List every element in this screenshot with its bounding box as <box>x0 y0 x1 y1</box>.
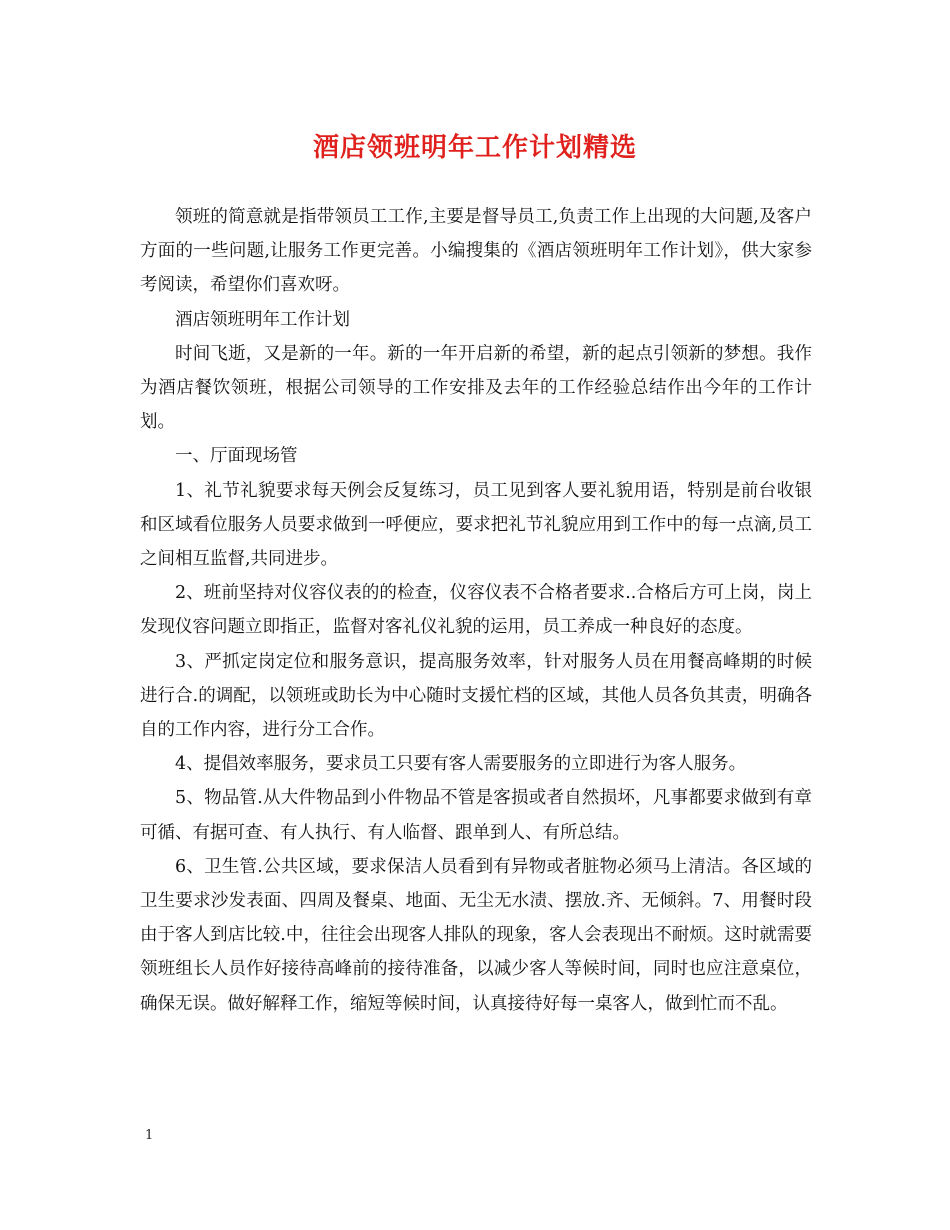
document-title: 酒店领班明年工作计划精选 <box>312 133 637 163</box>
paragraph-item-2: 2、班前坚持对仪容仪表的的检查，仪容仪表不合格者要求..合格后方可上岗，岗上发现仪容问题立即指正，监督对客礼仪礼貌的运用，员工养成一种良好的态度。 <box>140 583 812 638</box>
paragraph-item-1: 1、礼节礼貌要求每天例会反复练习，员工见到客人要礼貌用语，特别是前台收银和区域看位服务人员要求做到一呼便应，要求把礼节礼貌应用到工作中的每一点滴,员工之间相互监督,共同进步。 <box>140 480 812 570</box>
paragraph-opening: 时间飞逝，又是新的一年。新的一年开启新的希望，新的起点引领新的梦想。我作为酒店餐饮领班，根据公司领导的工作安排及去年的工作经验总结作出今年的工作计划。 <box>140 343 812 433</box>
paragraph-item-3: 3、严抓定岗定位和服务意识，提高服务效率，针对服务人员在用餐高峰期的时候进行合.的调配，以领班或助长为中心随时支援忙档的区域，其他人员各负其责，明确各自的工作内容，进行分工合作。 <box>140 651 812 741</box>
paragraph-item-6: 6、卫生管.公共区域，要求保洁人员看到有异物或者脏物必须马上清洁。各区域的卫生要求沙发表面、四周及餐桌、地面、无尘无水渍、摆放.齐、无倾斜。7、用餐时段由于客人到店比较.中，往往会出现客人排队的现象，客人会表现出不耐烦。这时就需要领班组长人员作好接待高峰前的接待准备，以减少客人等候时间，同时也应注意桌位，确保无误。做好解释工作，缩短等候时间，认真接待好每一桌客人，做到忙而不乱。 <box>140 856 812 1014</box>
document-body <box>140 200 812 1021</box>
page-number: 1 <box>145 1128 154 1143</box>
section-heading: 一、厅面现场管 <box>175 446 298 467</box>
paragraph-item-4: 4、提倡效率服务，要求员工只要有客人需要服务的立即进行为客人服务。 <box>175 754 747 775</box>
paragraph-subtitle: 酒店领班明年工作计划 <box>175 309 350 330</box>
paragraph-item-5: 5、物品管.从大件物品到小件物品不管是客损或者自然损坏，凡事都要求做到有章可循、有据可查、有人执行、有人临督、跟单到人、有所总结。 <box>140 788 812 843</box>
paragraph-intro: 领班的简意就是指带领员工工作,主要是督导员工,负责工作上出现的大问题,及客户方面的一些问题,让服务工作更完善。小编搜集的《酒店领班明年工作计划》，供大家参考阅读，希望你们喜欢呀。 <box>140 207 812 296</box>
